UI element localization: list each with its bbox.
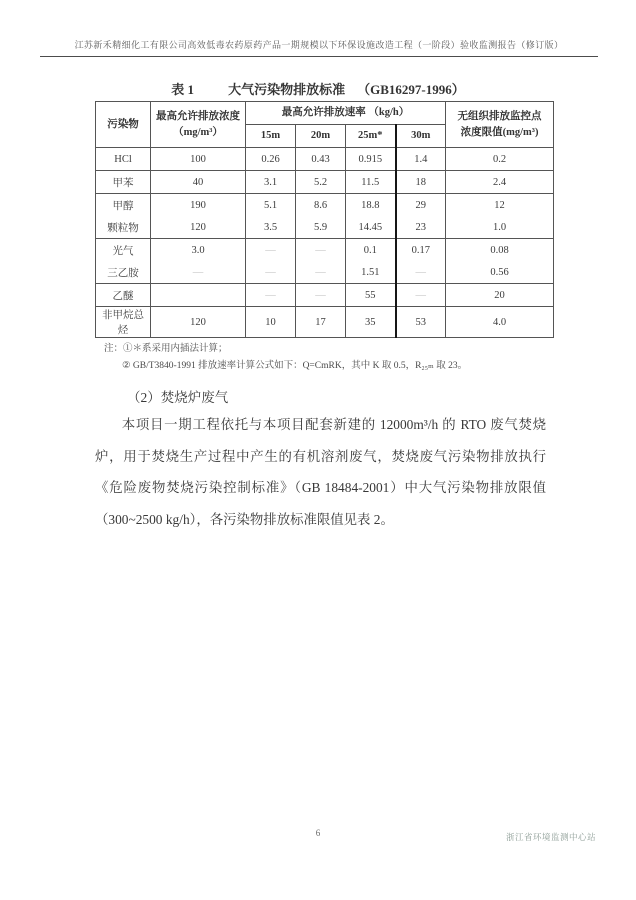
col-header-fugitive bbox=[446, 102, 554, 148]
col-header-max-concentration-line1: 最高允许排放浓度 bbox=[156, 110, 240, 122]
table-cell: 29 bbox=[396, 194, 446, 217]
table-cell: 0.08 bbox=[446, 239, 554, 262]
col-header-25m: 25m* bbox=[346, 125, 396, 148]
pollutant-name-cell: 三乙胺 bbox=[96, 261, 151, 284]
pollutant-name-cell: HCl bbox=[96, 148, 151, 171]
col-header-fugitive-unit: 浓度限值(mg/m³) bbox=[460, 126, 539, 138]
pollutant-name-cell: 非甲烷总烃 bbox=[96, 307, 151, 338]
running-header: 江苏新禾精细化工有限公司高效低毒农药原药产品一期规模以下环保设施改造工程（一阶段）验收监测报告（修订版） bbox=[40, 38, 598, 57]
col-header-max-concentration bbox=[151, 102, 246, 148]
col-header-max-concentration-unit: （mg/m³） bbox=[173, 126, 223, 138]
table-cell: 190 bbox=[151, 194, 246, 217]
table-cell: 55 bbox=[346, 284, 396, 307]
table-cell: 5.9 bbox=[296, 216, 346, 239]
pollutant-name-cell: 颗粒物 bbox=[96, 216, 151, 239]
table-cell: — bbox=[396, 261, 446, 284]
pollutant-name-cell: 甲苯 bbox=[96, 171, 151, 194]
table-cell: 0.17 bbox=[396, 239, 446, 262]
table-cell: 1.51 bbox=[346, 261, 396, 284]
table-cell: 40 bbox=[151, 171, 246, 194]
col-header-20m: 20m bbox=[296, 125, 346, 148]
table-cell: 0.26 bbox=[246, 148, 296, 171]
table-caption-standard: （GB16297-1996） bbox=[357, 82, 465, 97]
table-caption-title: 大气污染物排放标准 bbox=[228, 82, 346, 97]
table-note-2: ② GB/T3840-1991 排放速率计算公式如下：Q=CmRK，其中 K 取 0.5，R₂₅ₘ 取 23。 bbox=[122, 361, 468, 371]
table-cell: 10 bbox=[246, 307, 296, 338]
table-cell: 2.4 bbox=[446, 171, 554, 194]
table-cell: 23 bbox=[396, 216, 446, 239]
col-header-fugitive-line1: 无组织排放监控点 bbox=[457, 110, 542, 122]
table-cell: 1.0 bbox=[446, 216, 554, 239]
table-cell: — bbox=[296, 261, 346, 284]
section-heading: （2）焚烧炉废气 bbox=[127, 390, 229, 405]
pollutant-name-cell: 甲醇 bbox=[96, 194, 151, 217]
table-row bbox=[96, 216, 554, 239]
footer-organization: 浙江省环境监测中心站 bbox=[505, 832, 596, 842]
table-cell: 1.4 bbox=[396, 148, 446, 171]
table-cell: 5.1 bbox=[246, 194, 296, 217]
table-cell: 8.6 bbox=[296, 194, 346, 217]
table-cell: — bbox=[296, 284, 346, 307]
table-cell: 11.5 bbox=[346, 171, 396, 194]
table-cell: 100 bbox=[151, 148, 246, 171]
table-cell: 3.5 bbox=[246, 216, 296, 239]
table-row bbox=[96, 148, 554, 171]
table-cell: 0.2 bbox=[446, 148, 554, 171]
table-notes bbox=[104, 341, 556, 375]
table-cell: 3.1 bbox=[246, 171, 296, 194]
table-cell: 18.8 bbox=[346, 194, 396, 217]
table-cell: 20 bbox=[446, 284, 554, 307]
pollutant-name-cell: 乙醚 bbox=[96, 284, 151, 307]
col-header-pollutant: 污染物 bbox=[96, 102, 151, 148]
table-cell: 120 bbox=[151, 216, 246, 239]
table-cell: 5.2 bbox=[296, 171, 346, 194]
col-header-30m: 30m bbox=[396, 125, 446, 148]
table-header bbox=[96, 102, 554, 148]
table-row bbox=[96, 261, 554, 284]
table-cell: 3.0 bbox=[151, 239, 246, 262]
table-cell: — bbox=[151, 261, 246, 284]
col-header-15m: 15m bbox=[246, 125, 296, 148]
table-cell: 53 bbox=[396, 307, 446, 338]
table-row bbox=[96, 284, 554, 307]
table-cell: — bbox=[396, 284, 446, 307]
table-row bbox=[96, 307, 554, 338]
table-cell: 17 bbox=[296, 307, 346, 338]
table-cell: 120 bbox=[151, 307, 246, 338]
table-note-1: 注：①＊系采用内插法计算； bbox=[104, 344, 228, 354]
body-paragraph: 本项目一期工程依托与本项目配套新建的 12000m³/h 的 RTO 废气焚烧炉，用于焚烧生产过程中产生的有机溶剂废气，焚烧废气污染物排放执行《危险废物焚烧污染控制标准》（GB 18484-2001）中大气污染物排放限值（300~2500 kg/h），各污染物排放标准限值见表 2。 bbox=[95, 417, 546, 527]
col-header-max-rate: 最高允许排放速率 （kg/h） bbox=[246, 102, 446, 125]
table-cell: 0.56 bbox=[446, 261, 554, 284]
table-row bbox=[96, 239, 554, 262]
emission-standard-table bbox=[95, 101, 554, 338]
table-cell: 0.1 bbox=[346, 239, 396, 262]
table-cell bbox=[151, 284, 246, 307]
table-cell: 35 bbox=[346, 307, 396, 338]
table-cell: 0.915 bbox=[346, 148, 396, 171]
table-cell: — bbox=[246, 239, 296, 262]
table-cell: 12 bbox=[446, 194, 554, 217]
table-caption-label: 表 1 bbox=[171, 82, 195, 97]
table-cell: 0.43 bbox=[296, 148, 346, 171]
table-cell: — bbox=[246, 284, 296, 307]
table-cell: — bbox=[246, 261, 296, 284]
pollutant-name-cell: 光气 bbox=[96, 239, 151, 262]
table-cell: 4.0 bbox=[446, 307, 554, 338]
page-number: 6 bbox=[315, 828, 321, 838]
pollutant-table-body bbox=[96, 148, 554, 338]
table-cell: — bbox=[296, 239, 346, 262]
table-cell: 18 bbox=[396, 171, 446, 194]
table-row bbox=[96, 171, 554, 194]
table-row bbox=[96, 194, 554, 217]
table-caption bbox=[0, 79, 636, 98]
table-cell: 14.45 bbox=[346, 216, 396, 239]
